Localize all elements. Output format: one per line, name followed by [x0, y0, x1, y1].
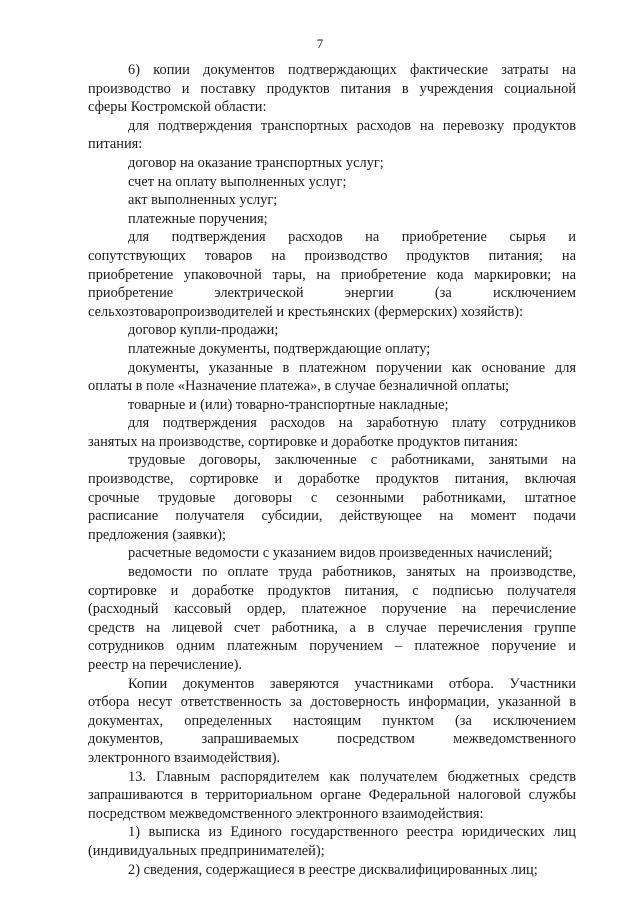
- text-line: сельхозтоваропроизводителей и крестьянских (фермерских) хозяйств):: [88, 303, 524, 320]
- text-line: сферы Костромской области:: [88, 99, 267, 116]
- text-line: ведомости по оплате труда работников, занятых на производстве,: [128, 564, 576, 581]
- text-line: расписание получателя субсидии, действующее на момент подачи: [88, 508, 576, 525]
- text-line: (расходный кассовый ордер, платежное поручение на перечисление: [88, 601, 576, 618]
- text-line: для подтверждения расходов на заработную плату сотрудников: [128, 415, 576, 432]
- text-line: приобретение упаковочной тары, на приобретение кода маркировки; на: [88, 266, 576, 283]
- text-line: сотрудников одним платежным поручением – платежное поручение и: [88, 638, 576, 655]
- text-line: 2) сведения, содержащиеся в реестре дисквалифицированных лиц;: [128, 861, 538, 878]
- page-number: 7: [316, 36, 324, 51]
- text-line: питания:: [88, 136, 143, 153]
- text-line: договор на оказание транспортных услуг;: [128, 154, 384, 171]
- text-line: производство и поставку продуктов питания в учреждения социальной: [88, 80, 576, 97]
- text-line: сортировке и доработке продуктов питания, с подписью получателя: [88, 582, 576, 599]
- text-line: оплаты в поле «Назначение платежа», в случае безналичной оплаты;: [88, 378, 510, 395]
- text-line: для подтверждения транспортных расходов на перевозку продуктов: [128, 117, 576, 134]
- text-line: электронного взаимодействия).: [88, 749, 281, 766]
- text-line: для подтверждения расходов на приобретение сырья и: [128, 229, 576, 246]
- text-line: документов, запрашиваемых посредством межведомственного: [88, 731, 576, 748]
- text-line: документах, определенных настоящим пунктом (за исключением: [88, 712, 576, 729]
- text-line: запрашиваются в территориальном органе Федеральной налоговой службы: [88, 787, 576, 804]
- text-line: платежные документы, подтверждающие оплату;: [128, 340, 431, 357]
- text-line: Копии документов заверяются участниками отбора. Участники: [128, 675, 576, 692]
- text-line: посредством межведомственного электронного взаимодействия:: [88, 805, 484, 822]
- text-line: предложения (заявки);: [88, 526, 226, 543]
- text-line: занятых на производстве, сортировке и доработке продуктов питания:: [88, 433, 519, 450]
- text-line: (индивидуальных предпринимателей);: [88, 842, 325, 859]
- text-line: документы, указанные в платежном поручении как основание для: [128, 359, 576, 376]
- text-line: платежные поручения;: [128, 210, 268, 227]
- text-line: приобретение электрической энергии (за исключением: [88, 285, 576, 302]
- text-line: 13. Главным распорядителем как получателем бюджетных средств: [128, 768, 576, 785]
- text-line: производстве, сортировке и доработке продуктов питания, включая: [88, 471, 576, 488]
- text-line: трудовые договоры, заключенные с работниками, занятыми на: [128, 452, 576, 469]
- text-line: срочные трудовые договоры с сезонными работниками, штатное: [88, 489, 576, 506]
- text-line: расчетные ведомости с указанием видов произведенных начислений;: [128, 545, 553, 562]
- text-line: счет на оплату выполненных услуг;: [128, 173, 347, 190]
- text-line: договор купли-продажи;: [128, 322, 279, 339]
- text-line: отбора несут ответственность за достоверность информации, указанной в: [88, 694, 576, 711]
- text-line: акт выполненных услуг;: [128, 192, 278, 209]
- text-line: реестр на перечисление).: [88, 657, 243, 673]
- document-body: [88, 61, 576, 879]
- text-line: сопутствующих товаров на производство продуктов питания; на: [88, 247, 576, 264]
- text-line: средств на лицевой счет работника, а в случае перечисления группе: [88, 619, 576, 636]
- text-line: 6) копии документов подтверждающих фактические затраты на: [128, 62, 576, 78]
- text-line: 1) выписка из Единого государственного реестра юридических лиц: [128, 824, 576, 841]
- text-line: товарные и (или) товарно-транспортные накладные;: [128, 396, 449, 413]
